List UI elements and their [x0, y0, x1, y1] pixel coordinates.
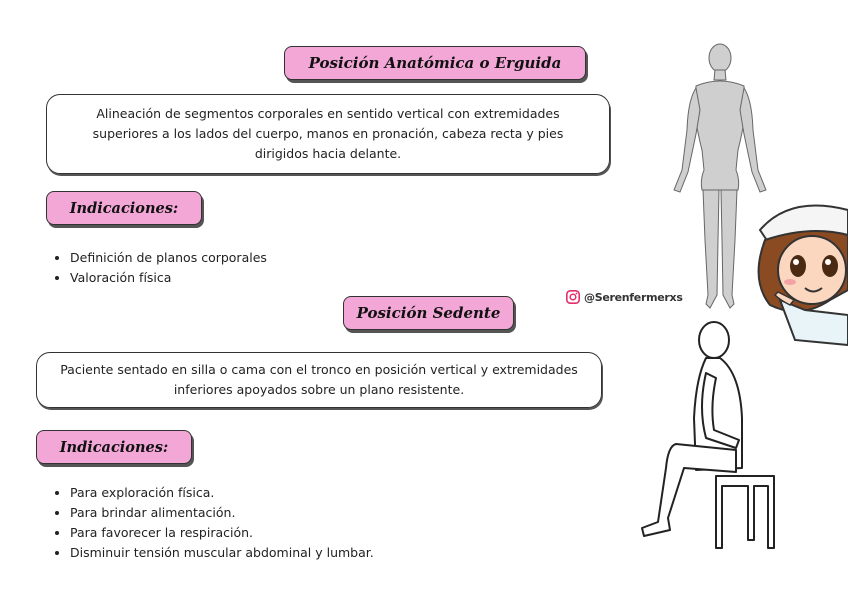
list-item: • Para favorecer la respiración.	[70, 523, 374, 543]
title-posicion-sedente	[343, 296, 514, 330]
title-text: Posición Anatómica o Erguida	[308, 54, 562, 72]
title-text: Posición Sedente	[356, 304, 501, 322]
list-item: • Definición de planos corporales	[70, 248, 267, 268]
list-item: • Disminuir tensión muscular abdominal y lumbar.	[70, 543, 374, 563]
list-item: • Para exploración física.	[70, 483, 374, 503]
description-box-sedente	[36, 352, 602, 408]
instagram-icon	[566, 290, 580, 304]
indications-list-2	[50, 483, 374, 563]
title-posicion-anatomica	[284, 46, 586, 80]
description-text: Paciente sentado en silla o cama con el tronco en posición vertical y extremidades inferiores apoyados sobre un plano resistente.	[60, 362, 578, 397]
seated-figure-illustration	[636, 318, 786, 543]
indications-heading-text: Indicaciones:	[59, 438, 169, 456]
indications-list-1	[50, 248, 267, 288]
description-box-anatomica	[46, 94, 610, 174]
list-item: • Para brindar alimentación.	[70, 503, 374, 523]
indications-heading-text: Indicaciones:	[69, 199, 179, 217]
indications-heading-1	[46, 191, 202, 225]
watermark-text: @Serenfermerxs	[584, 290, 683, 304]
description-text: Alineación de segmentos corporales en sentido vertical con extremidades superiores a los lados del cuerpo, manos en pronación, cabeza recta y pies dirigidos hacia delante.	[92, 106, 564, 161]
list-item: • Valoración física	[70, 268, 267, 288]
indications-heading-2	[36, 430, 192, 464]
